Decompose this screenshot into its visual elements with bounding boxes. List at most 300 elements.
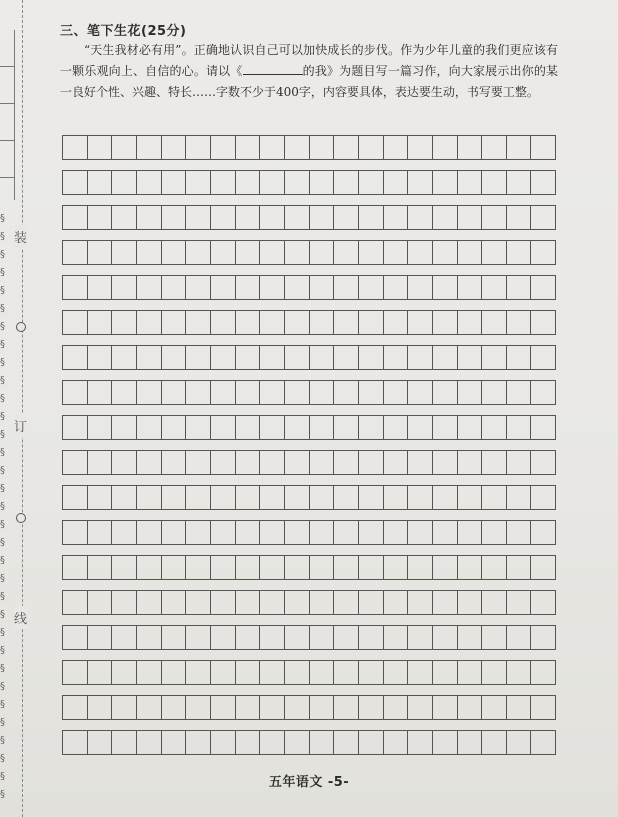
grid-cell[interactable] (236, 381, 261, 404)
grid-cell[interactable] (186, 731, 211, 754)
grid-cell[interactable] (334, 276, 359, 299)
grid-cell[interactable] (507, 696, 532, 719)
grid-cell[interactable] (482, 346, 507, 369)
grid-cell[interactable] (359, 381, 384, 404)
grid-cell[interactable] (531, 136, 556, 159)
grid-cell[interactable] (384, 206, 409, 229)
grid-cell[interactable] (137, 206, 162, 229)
grid-cell[interactable] (186, 696, 211, 719)
grid-cell[interactable] (359, 276, 384, 299)
grid-cell[interactable] (408, 346, 433, 369)
grid-cell[interactable] (211, 591, 236, 614)
grid-cell[interactable] (186, 416, 211, 439)
grid-cell[interactable] (359, 451, 384, 474)
grid-cell[interactable] (211, 416, 236, 439)
grid-cell[interactable] (236, 171, 261, 194)
grid-cell[interactable] (137, 381, 162, 404)
grid-cell[interactable] (260, 276, 285, 299)
grid-cell[interactable] (310, 521, 335, 544)
grid-cell[interactable] (408, 206, 433, 229)
grid-cell[interactable] (507, 276, 532, 299)
grid-cell[interactable] (384, 486, 409, 509)
grid-cell[interactable] (260, 486, 285, 509)
grid-cell[interactable] (458, 696, 483, 719)
grid-cell[interactable] (334, 451, 359, 474)
grid-cell[interactable] (310, 381, 335, 404)
grid-cell[interactable] (458, 346, 483, 369)
grid-cell[interactable] (384, 731, 409, 754)
grid-cell[interactable] (507, 136, 532, 159)
grid-cell[interactable] (359, 661, 384, 684)
grid-cell[interactable] (162, 241, 187, 264)
grid-cell[interactable] (112, 171, 137, 194)
grid-cell[interactable] (112, 486, 137, 509)
grid-cell[interactable] (482, 486, 507, 509)
grid-cell[interactable] (408, 311, 433, 334)
grid-cell[interactable] (458, 591, 483, 614)
grid-cell[interactable] (236, 451, 261, 474)
grid-cell[interactable] (285, 486, 310, 509)
grid-cell[interactable] (458, 311, 483, 334)
grid-cell[interactable] (236, 661, 261, 684)
grid-cell[interactable] (88, 276, 113, 299)
grid-cell[interactable] (211, 521, 236, 544)
grid-cell[interactable] (458, 521, 483, 544)
grid-cell[interactable] (186, 661, 211, 684)
grid-cell[interactable] (112, 416, 137, 439)
grid-cell[interactable] (408, 136, 433, 159)
grid-cell[interactable] (137, 416, 162, 439)
grid-cell[interactable] (211, 661, 236, 684)
grid-cell[interactable] (310, 276, 335, 299)
grid-cell[interactable] (211, 381, 236, 404)
grid-cell[interactable] (531, 661, 556, 684)
grid-cell[interactable] (162, 626, 187, 649)
grid-cell[interactable] (531, 696, 556, 719)
grid-cell[interactable] (482, 416, 507, 439)
grid-cell[interactable] (162, 206, 187, 229)
grid-cell[interactable] (260, 171, 285, 194)
grid-cell[interactable] (334, 661, 359, 684)
grid-cell[interactable] (507, 731, 532, 754)
grid-cell[interactable] (260, 696, 285, 719)
grid-cell[interactable] (433, 381, 458, 404)
grid-cell[interactable] (334, 381, 359, 404)
grid-cell[interactable] (433, 276, 458, 299)
grid-cell[interactable] (88, 171, 113, 194)
grid-cell[interactable] (334, 241, 359, 264)
grid-cell[interactable] (531, 626, 556, 649)
grid-cell[interactable] (507, 556, 532, 579)
grid-cell[interactable] (88, 626, 113, 649)
grid-cell[interactable] (236, 276, 261, 299)
grid-cell[interactable] (482, 451, 507, 474)
grid-cell[interactable] (531, 346, 556, 369)
grid-cell[interactable] (507, 381, 532, 404)
grid-cell[interactable] (63, 136, 88, 159)
grid-cell[interactable] (112, 591, 137, 614)
grid-cell[interactable] (482, 626, 507, 649)
grid-cell[interactable] (260, 381, 285, 404)
grid-cell[interactable] (137, 486, 162, 509)
grid-cell[interactable] (310, 206, 335, 229)
grid-cell[interactable] (408, 276, 433, 299)
grid-cell[interactable] (359, 346, 384, 369)
grid-cell[interactable] (88, 206, 113, 229)
grid-cell[interactable] (507, 311, 532, 334)
grid-cell[interactable] (137, 556, 162, 579)
grid-cell[interactable] (236, 206, 261, 229)
grid-cell[interactable] (408, 731, 433, 754)
grid-cell[interactable] (88, 556, 113, 579)
grid-cell[interactable] (260, 591, 285, 614)
grid-cell[interactable] (433, 486, 458, 509)
grid-cell[interactable] (334, 486, 359, 509)
grid-cell[interactable] (211, 171, 236, 194)
grid-cell[interactable] (63, 591, 88, 614)
grid-cell[interactable] (260, 136, 285, 159)
grid-cell[interactable] (162, 346, 187, 369)
grid-cell[interactable] (137, 731, 162, 754)
grid-cell[interactable] (211, 241, 236, 264)
grid-cell[interactable] (63, 521, 88, 544)
grid-cell[interactable] (359, 486, 384, 509)
grid-cell[interactable] (63, 731, 88, 754)
grid-cell[interactable] (137, 171, 162, 194)
grid-cell[interactable] (211, 451, 236, 474)
grid-cell[interactable] (458, 556, 483, 579)
grid-cell[interactable] (285, 696, 310, 719)
grid-cell[interactable] (211, 346, 236, 369)
grid-cell[interactable] (186, 381, 211, 404)
grid-cell[interactable] (334, 416, 359, 439)
grid-cell[interactable] (285, 731, 310, 754)
grid-cell[interactable] (112, 311, 137, 334)
grid-cell[interactable] (236, 416, 261, 439)
grid-cell[interactable] (507, 486, 532, 509)
grid-cell[interactable] (433, 171, 458, 194)
grid-cell[interactable] (137, 451, 162, 474)
grid-cell[interactable] (260, 416, 285, 439)
grid-cell[interactable] (137, 521, 162, 544)
grid-cell[interactable] (162, 276, 187, 299)
grid-cell[interactable] (433, 311, 458, 334)
grid-cell[interactable] (260, 521, 285, 544)
grid-cell[interactable] (137, 136, 162, 159)
grid-cell[interactable] (408, 241, 433, 264)
grid-cell[interactable] (260, 626, 285, 649)
grid-cell[interactable] (458, 206, 483, 229)
grid-cell[interactable] (458, 241, 483, 264)
grid-cell[interactable] (63, 311, 88, 334)
grid-cell[interactable] (162, 696, 187, 719)
grid-cell[interactable] (334, 696, 359, 719)
grid-cell[interactable] (236, 311, 261, 334)
grid-cell[interactable] (310, 346, 335, 369)
grid-cell[interactable] (137, 661, 162, 684)
grid-cell[interactable] (236, 521, 261, 544)
grid-cell[interactable] (162, 451, 187, 474)
grid-cell[interactable] (211, 556, 236, 579)
grid-cell[interactable] (359, 311, 384, 334)
grid-cell[interactable] (112, 731, 137, 754)
grid-cell[interactable] (384, 556, 409, 579)
grid-cell[interactable] (112, 521, 137, 544)
grid-cell[interactable] (433, 556, 458, 579)
grid-cell[interactable] (137, 276, 162, 299)
grid-cell[interactable] (482, 206, 507, 229)
grid-cell[interactable] (112, 556, 137, 579)
grid-cell[interactable] (310, 591, 335, 614)
grid-cell[interactable] (531, 591, 556, 614)
grid-cell[interactable] (260, 556, 285, 579)
grid-cell[interactable] (310, 136, 335, 159)
grid-cell[interactable] (211, 136, 236, 159)
grid-cell[interactable] (162, 661, 187, 684)
grid-cell[interactable] (310, 311, 335, 334)
grid-cell[interactable] (63, 381, 88, 404)
grid-cell[interactable] (334, 206, 359, 229)
grid-cell[interactable] (531, 556, 556, 579)
grid-cell[interactable] (384, 171, 409, 194)
grid-cell[interactable] (433, 696, 458, 719)
grid-cell[interactable] (359, 556, 384, 579)
grid-cell[interactable] (384, 591, 409, 614)
grid-cell[interactable] (63, 451, 88, 474)
grid-cell[interactable] (137, 311, 162, 334)
grid-cell[interactable] (310, 661, 335, 684)
grid-cell[interactable] (260, 241, 285, 264)
grid-cell[interactable] (408, 696, 433, 719)
grid-cell[interactable] (482, 381, 507, 404)
grid-cell[interactable] (531, 486, 556, 509)
grid-cell[interactable] (310, 626, 335, 649)
grid-cell[interactable] (482, 696, 507, 719)
grid-cell[interactable] (88, 521, 113, 544)
grid-cell[interactable] (112, 696, 137, 719)
grid-cell[interactable] (236, 626, 261, 649)
grid-cell[interactable] (507, 241, 532, 264)
grid-cell[interactable] (334, 591, 359, 614)
grid-cell[interactable] (359, 591, 384, 614)
grid-cell[interactable] (507, 521, 532, 544)
grid-cell[interactable] (334, 311, 359, 334)
grid-cell[interactable] (285, 346, 310, 369)
grid-cell[interactable] (334, 556, 359, 579)
grid-cell[interactable] (531, 206, 556, 229)
grid-cell[interactable] (112, 241, 137, 264)
grid-cell[interactable] (186, 626, 211, 649)
grid-cell[interactable] (260, 206, 285, 229)
grid-cell[interactable] (285, 136, 310, 159)
grid-cell[interactable] (482, 276, 507, 299)
grid-cell[interactable] (310, 171, 335, 194)
grid-cell[interactable] (408, 416, 433, 439)
grid-cell[interactable] (507, 171, 532, 194)
grid-cell[interactable] (285, 556, 310, 579)
grid-cell[interactable] (433, 416, 458, 439)
grid-cell[interactable] (285, 276, 310, 299)
grid-cell[interactable] (359, 206, 384, 229)
grid-cell[interactable] (285, 451, 310, 474)
grid-cell[interactable] (310, 451, 335, 474)
grid-cell[interactable] (162, 591, 187, 614)
grid-cell[interactable] (458, 486, 483, 509)
grid-cell[interactable] (359, 416, 384, 439)
grid-cell[interactable] (186, 311, 211, 334)
grid-cell[interactable] (531, 521, 556, 544)
grid-cell[interactable] (359, 136, 384, 159)
grid-cell[interactable] (112, 136, 137, 159)
grid-cell[interactable] (384, 521, 409, 544)
grid-cell[interactable] (236, 556, 261, 579)
grid-cell[interactable] (162, 171, 187, 194)
grid-cell[interactable] (408, 521, 433, 544)
grid-cell[interactable] (260, 731, 285, 754)
grid-cell[interactable] (384, 241, 409, 264)
grid-cell[interactable] (63, 276, 88, 299)
grid-cell[interactable] (433, 521, 458, 544)
grid-cell[interactable] (211, 731, 236, 754)
grid-cell[interactable] (260, 661, 285, 684)
grid-cell[interactable] (482, 311, 507, 334)
grid-cell[interactable] (334, 731, 359, 754)
grid-cell[interactable] (162, 521, 187, 544)
grid-cell[interactable] (531, 171, 556, 194)
grid-cell[interactable] (507, 346, 532, 369)
grid-cell[interactable] (408, 381, 433, 404)
grid-cell[interactable] (211, 626, 236, 649)
grid-cell[interactable] (186, 241, 211, 264)
grid-cell[interactable] (236, 346, 261, 369)
grid-cell[interactable] (63, 241, 88, 264)
grid-cell[interactable] (285, 241, 310, 264)
grid-cell[interactable] (186, 346, 211, 369)
grid-cell[interactable] (211, 486, 236, 509)
grid-cell[interactable] (285, 381, 310, 404)
grid-cell[interactable] (482, 556, 507, 579)
grid-cell[interactable] (88, 451, 113, 474)
grid-cell[interactable] (359, 626, 384, 649)
grid-cell[interactable] (433, 731, 458, 754)
grid-cell[interactable] (458, 276, 483, 299)
grid-cell[interactable] (408, 451, 433, 474)
grid-cell[interactable] (112, 346, 137, 369)
grid-cell[interactable] (433, 206, 458, 229)
grid-cell[interactable] (334, 171, 359, 194)
grid-cell[interactable] (458, 136, 483, 159)
grid-cell[interactable] (458, 416, 483, 439)
grid-cell[interactable] (285, 591, 310, 614)
grid-cell[interactable] (112, 206, 137, 229)
grid-cell[interactable] (285, 416, 310, 439)
grid-cell[interactable] (334, 346, 359, 369)
grid-cell[interactable] (186, 591, 211, 614)
grid-cell[interactable] (112, 626, 137, 649)
grid-cell[interactable] (531, 451, 556, 474)
grid-cell[interactable] (531, 381, 556, 404)
grid-cell[interactable] (531, 731, 556, 754)
grid-cell[interactable] (482, 731, 507, 754)
grid-cell[interactable] (88, 346, 113, 369)
grid-cell[interactable] (384, 696, 409, 719)
grid-cell[interactable] (458, 626, 483, 649)
grid-cell[interactable] (186, 521, 211, 544)
grid-cell[interactable] (359, 521, 384, 544)
grid-cell[interactable] (482, 521, 507, 544)
grid-cell[interactable] (211, 311, 236, 334)
grid-cell[interactable] (482, 171, 507, 194)
grid-cell[interactable] (186, 486, 211, 509)
grid-cell[interactable] (433, 661, 458, 684)
grid-cell[interactable] (482, 136, 507, 159)
grid-cell[interactable] (482, 591, 507, 614)
grid-cell[interactable] (63, 661, 88, 684)
grid-cell[interactable] (63, 171, 88, 194)
grid-cell[interactable] (531, 241, 556, 264)
grid-cell[interactable] (408, 556, 433, 579)
grid-cell[interactable] (507, 206, 532, 229)
grid-cell[interactable] (433, 626, 458, 649)
grid-cell[interactable] (63, 416, 88, 439)
grid-cell[interactable] (384, 346, 409, 369)
grid-cell[interactable] (162, 731, 187, 754)
grid-cell[interactable] (531, 416, 556, 439)
grid-cell[interactable] (285, 521, 310, 544)
grid-cell[interactable] (236, 591, 261, 614)
grid-cell[interactable] (211, 696, 236, 719)
grid-cell[interactable] (162, 556, 187, 579)
grid-cell[interactable] (334, 521, 359, 544)
grid-cell[interactable] (384, 311, 409, 334)
grid-cell[interactable] (384, 276, 409, 299)
grid-cell[interactable] (236, 486, 261, 509)
grid-cell[interactable] (63, 346, 88, 369)
grid-cell[interactable] (507, 591, 532, 614)
grid-cell[interactable] (63, 486, 88, 509)
grid-cell[interactable] (236, 136, 261, 159)
grid-cell[interactable] (112, 451, 137, 474)
grid-cell[interactable] (162, 136, 187, 159)
grid-cell[interactable] (433, 591, 458, 614)
grid-cell[interactable] (285, 661, 310, 684)
grid-cell[interactable] (88, 591, 113, 614)
grid-cell[interactable] (359, 696, 384, 719)
grid-cell[interactable] (384, 451, 409, 474)
grid-cell[interactable] (137, 241, 162, 264)
grid-cell[interactable] (63, 696, 88, 719)
grid-cell[interactable] (384, 661, 409, 684)
grid-cell[interactable] (63, 626, 88, 649)
grid-cell[interactable] (186, 171, 211, 194)
grid-cell[interactable] (88, 136, 113, 159)
grid-cell[interactable] (507, 451, 532, 474)
grid-cell[interactable] (88, 241, 113, 264)
grid-cell[interactable] (137, 346, 162, 369)
grid-cell[interactable] (531, 311, 556, 334)
grid-cell[interactable] (186, 451, 211, 474)
grid-cell[interactable] (186, 556, 211, 579)
grid-cell[interactable] (236, 241, 261, 264)
grid-cell[interactable] (112, 276, 137, 299)
grid-cell[interactable] (88, 696, 113, 719)
grid-cell[interactable] (384, 136, 409, 159)
grid-cell[interactable] (236, 731, 261, 754)
grid-cell[interactable] (458, 381, 483, 404)
grid-cell[interactable] (285, 171, 310, 194)
grid-cell[interactable] (408, 171, 433, 194)
grid-cell[interactable] (310, 486, 335, 509)
